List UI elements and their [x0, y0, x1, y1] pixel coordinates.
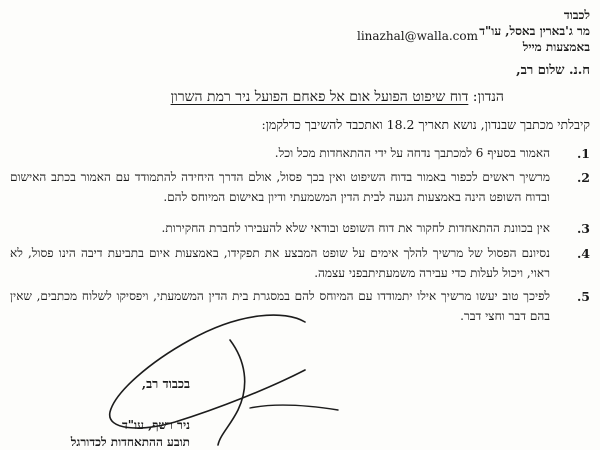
list-item-text: האמור בסעיף 6 למכתבך נדחה על ידי ההתאחדות מכל וכל. [274, 146, 550, 160]
list-item-number: 1. [576, 146, 590, 161]
addressee-line-1: לכבוד [563, 8, 590, 22]
subject-line [171, 89, 504, 106]
signature-stroke [110, 315, 305, 428]
subject-text: דוח שיפוט הפועל אום אל פאחם הפועל ניר רמת השרון [170, 89, 469, 105]
list-item-number: 2. [576, 170, 590, 185]
signatory-name: ניר רשף, עו"ד [122, 418, 190, 432]
email-address: linazhal@walla.com [357, 29, 478, 43]
closing: בכבוד רב, [141, 376, 190, 391]
subject-label: הנדון: [472, 89, 504, 105]
list-item-text: נסיונם הפסול של מרשיך להלך אימים על שופט המבצע את תפקידו, באמצעות איום בתביעת דיבה הינו פסול, לא ראוי, ויכול לעלות כדי עבירה משמעתיתבפני עצמה. [10, 246, 550, 280]
intro-paragraph: קיבלתי מכתבך שבנדון, נושא תאריך 18.2 ואתכבד להשיבך כדלקמן: [261, 117, 590, 132]
signatory-title: תובע ההתאחדות לכדורגל [70, 435, 190, 449]
list-item-number: 3. [576, 221, 590, 236]
handwritten-signature [70, 300, 350, 450]
signature-stroke [218, 340, 245, 445]
list-item-text: מרשיך ראשים לכפור באמור בדוח השיפוט ואין בכך פסול, אולם הדרך היחידה להתמודד עם האמור בכתב האישום ובדוח השופט הינה באמצעות הגעה לבית הדין המשמעתי ודיון באישום המיוחס להם. [10, 170, 550, 204]
delivery-method: באמצעות מייל [522, 40, 590, 54]
list-item-number: 5. [576, 289, 590, 304]
list-item-number: 4. [576, 246, 590, 261]
signature-stroke [250, 405, 338, 410]
list-item-text: לפיכך טוב יעשו מרשיך אילו יתמודדו עם המיוחס להם במסגרת בית הדין המשמעתי, ויפסיקו לשלוח מכתבים, שאין בהם דבר וחצי דבר. [10, 289, 550, 323]
addressee-name: מר ג'בארין באסל, עו"ד [479, 24, 590, 38]
list-item-text: אין בכוונת ההתאחדות לחקור את דוח השופט ובודאי שלא להעבירו לחברת החקירות. [161, 221, 550, 235]
greeting: ח.נ. שלום רב, [516, 63, 590, 78]
